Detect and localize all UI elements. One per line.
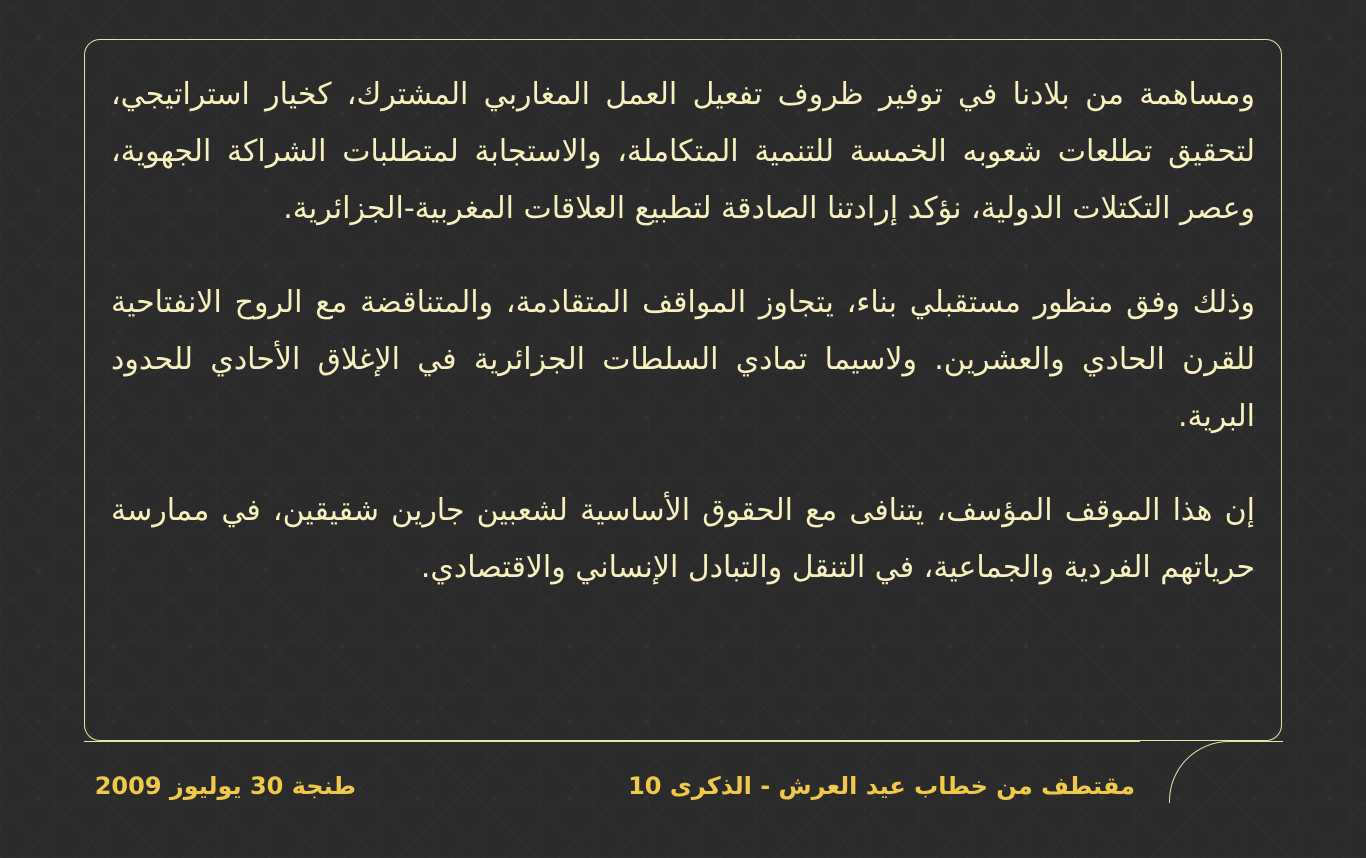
corner-arc-decoration [1169,741,1283,803]
speech-source-label: مقتطف من خطاب عيد العرش - الذكرى 10 [628,772,1135,800]
quote-paragraph-2: وذلك وفق منظور مستقبلي بناء، يتجاوز المواقف المتقادمة، والمتناقضة مع الروح الانفتاحية للقرن الحادي والعشرين. ولاسيما تمادي السلطات الجزائرية في الإغلاق الأحادي للحدود البرية. [111,285,1255,434]
footer-divider [84,741,1140,742]
date-place-label: طنجة 30 يوليوز 2009 [94,772,356,800]
quote-paragraph-1: ومساهمة من بلادنا في توفير ظروف تفعيل العمل المغاربي المشترك، كخيار استراتيجي، لتحقيق تطلعات شعوبه الخمسة للتنمية المتكاملة، والاستجابة لمتطلبات الشراكة الجهوية، وعصر التكتلات الدولية، نؤكد إرادتنا الصادقة لتطبيع العلاقات المغربية-الجزائرية. [111,77,1255,226]
quote-card [84,39,1282,741]
quote-paragraph-3: إن هذا الموقف المؤسف، يتنافى مع الحقوق الأساسية لشعبين جارين شقيقين، في ممارسة حرياتهم الفردية والجماعية، في التنقل والتبادل الإنساني والاقتصادي. [111,493,1255,585]
